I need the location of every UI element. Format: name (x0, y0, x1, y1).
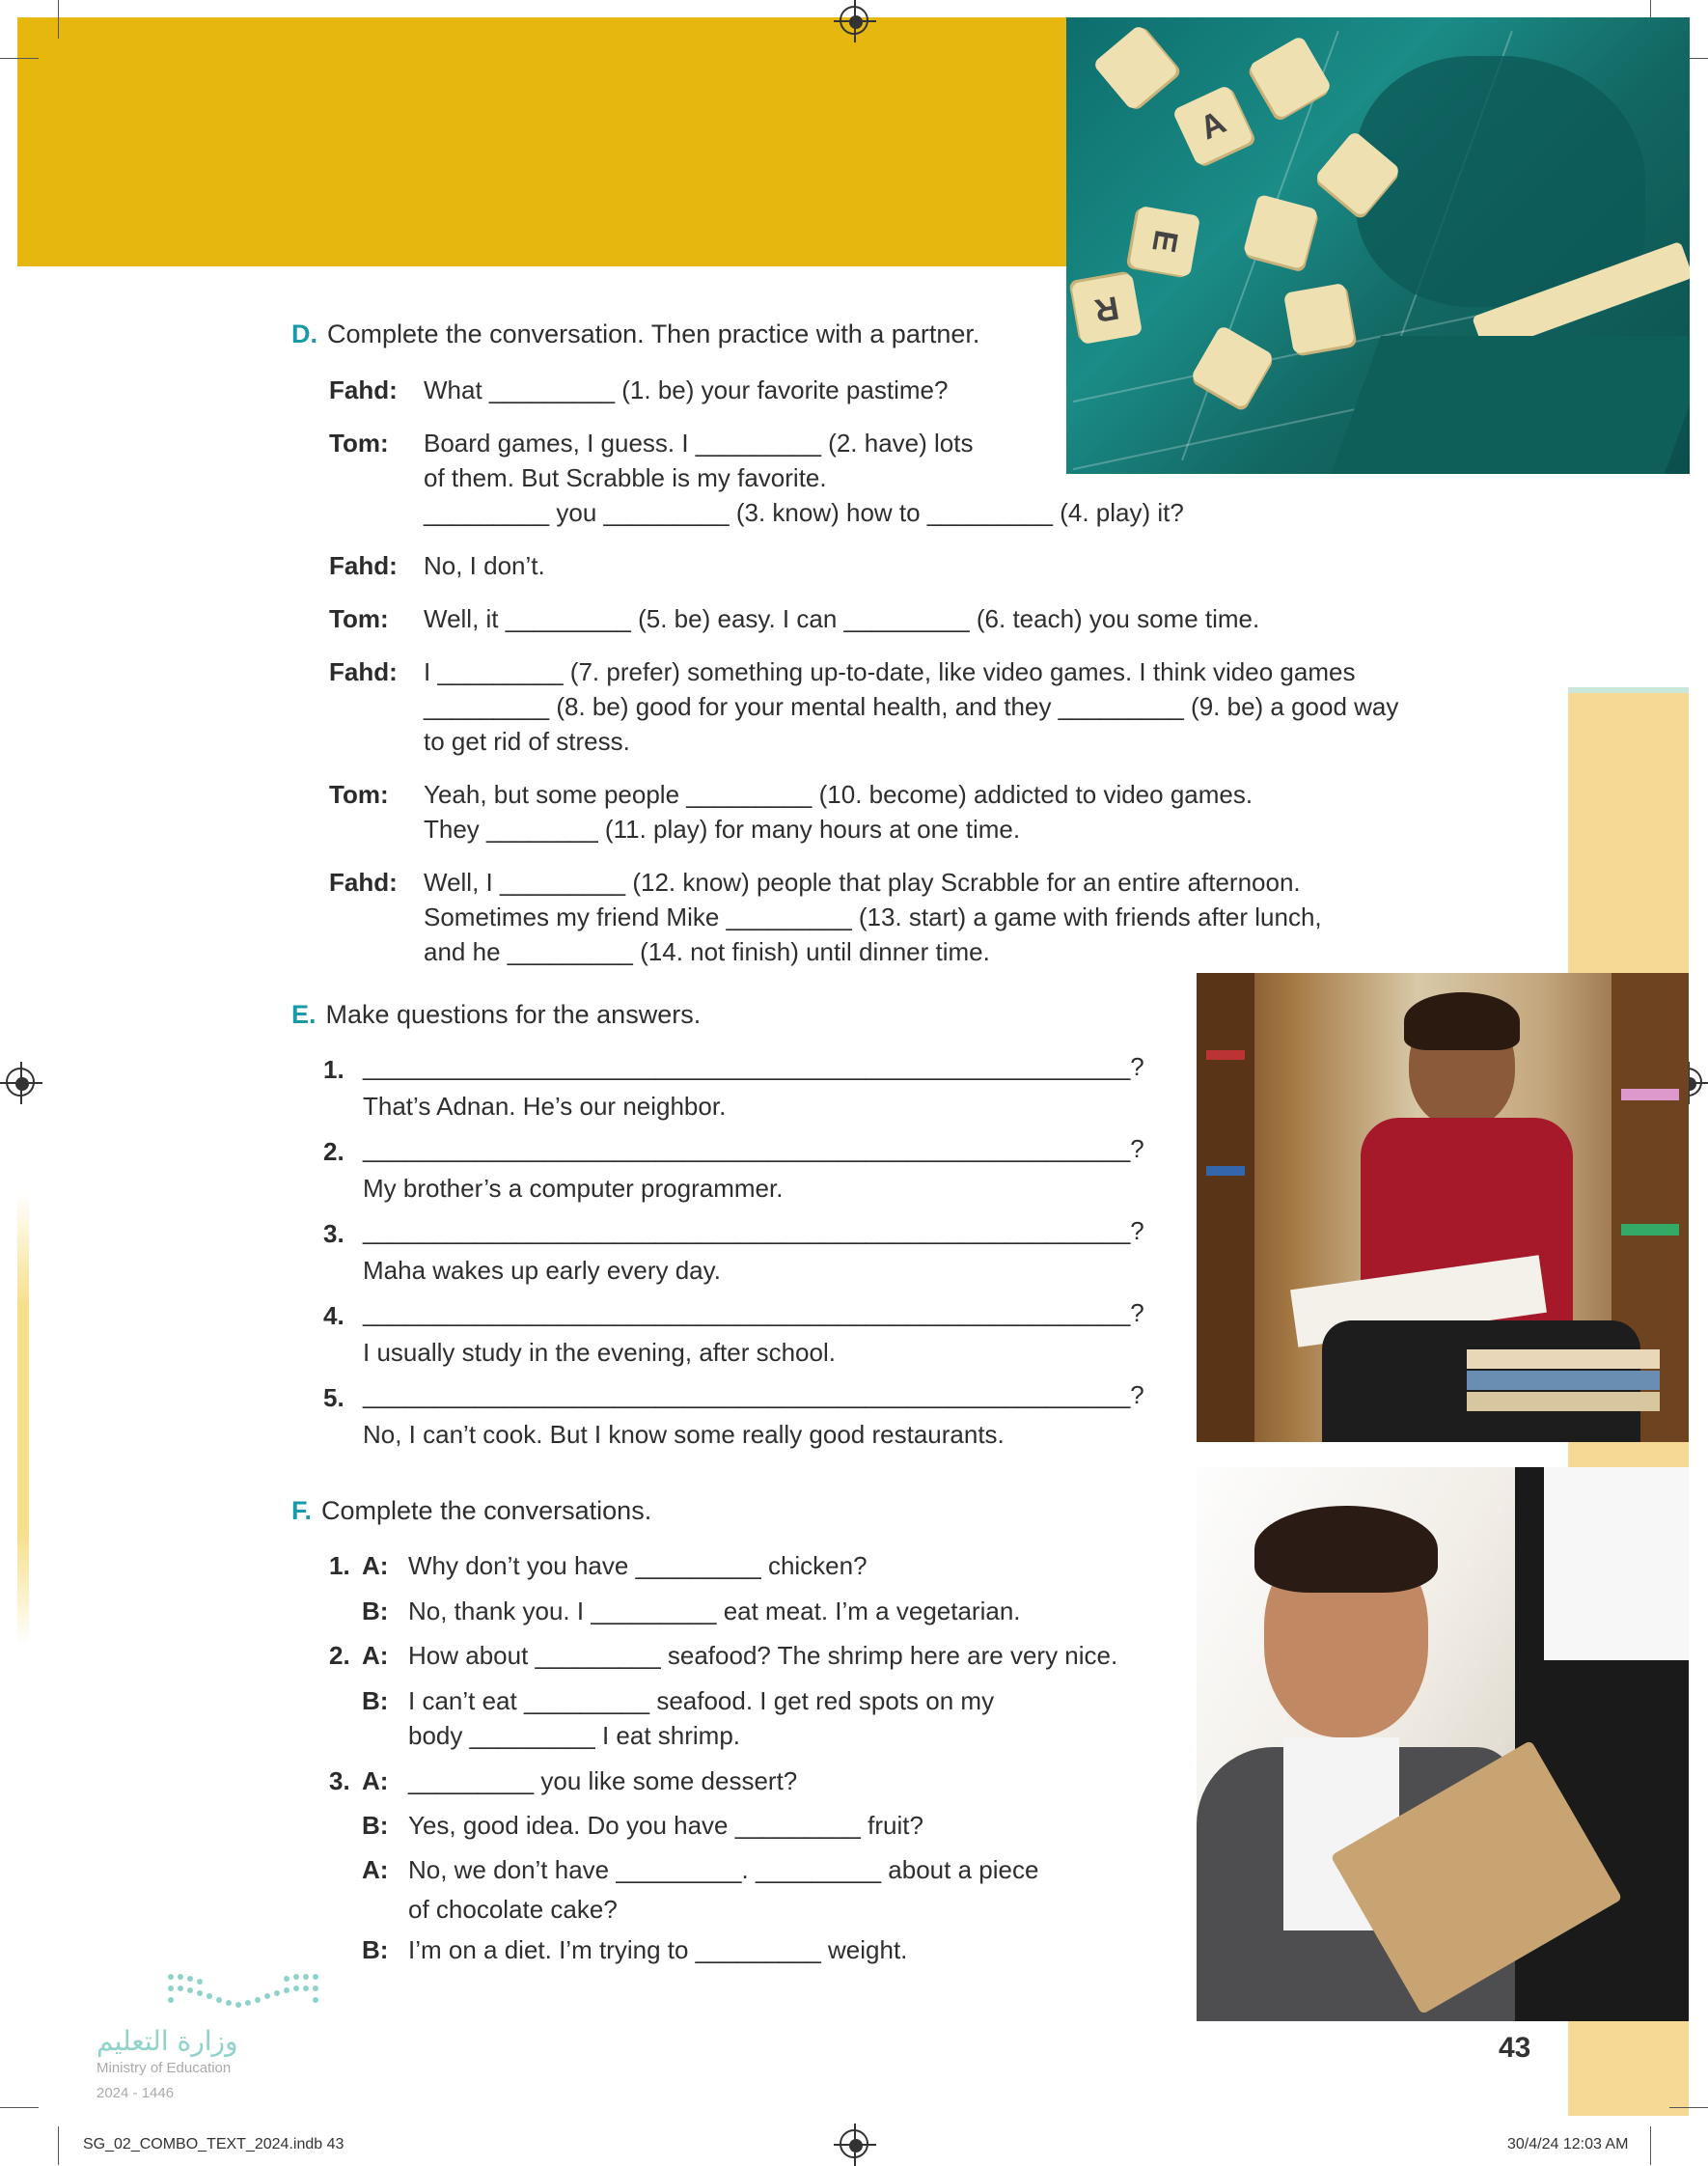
crop-mark (1650, 2126, 1651, 2165)
registration-mark-icon (6, 1068, 35, 1097)
ministry-year: 2024 - 1446 (96, 2085, 175, 2101)
ministry-logo-icon (166, 1969, 320, 2017)
dialogue-line: Well, I _________ (12. know) people that play Scrabble for an entire afternoon. (424, 868, 1301, 897)
dialogue-line: How about _________ seafood? The shrimp here are very nice. (408, 1641, 1118, 1670)
speaker-label: Fahd: (329, 657, 398, 686)
answer-blank: _______________________________________________________? (363, 1380, 1144, 1409)
answer-blank: _______________________________________________________? (363, 1052, 1144, 1081)
speaker-label: Tom: (329, 780, 389, 809)
dialogue-line: _________ you like some dessert? (408, 1766, 798, 1795)
speaker-label: B: (362, 1686, 389, 1715)
exercise-f-instruction: F. Complete the conversations. (291, 1496, 652, 1525)
item-number: 1. (329, 1551, 350, 1580)
dialogue-line: Well, it _________ (5. be) easy. I can _________ (6. teach) you some time. (424, 604, 1260, 633)
library-student-photo (1197, 973, 1689, 1442)
item-number: 4. (323, 1301, 344, 1330)
answer-text: No, I can’t cook. But I know some really good restaurants. (363, 1420, 1005, 1449)
dialogue-line: No, we don’t have _________. _________ about a piece (408, 1855, 1039, 1884)
exercise-letter: E. (291, 1000, 317, 1029)
exercise-d-instruction: D. Complete the conversation. Then practice with a partner. (291, 319, 980, 348)
exercise-e-instruction: E. Make questions for the answers. (291, 1000, 702, 1029)
side-bar-accent (1568, 687, 1689, 693)
speaker-label: B: (362, 1597, 389, 1625)
speaker-label: Fahd: (329, 868, 398, 897)
scrabble-tile: R (1071, 273, 1143, 345)
crop-mark (58, 2126, 59, 2165)
dialogue-line: I _________ (7. prefer) something up-to-date, like video games. I think video games (424, 657, 1356, 686)
dialogue-line: Sometimes my friend Mike _________ (13. start) a game with friends after lunch, (424, 902, 1322, 931)
item-number: 3. (323, 1219, 344, 1248)
dialogue-line: to get rid of stress. (424, 727, 630, 756)
left-margin-stripe (17, 1192, 29, 1646)
ministry-name-english: Ministry of Education (96, 2060, 232, 2076)
speaker-label: B: (362, 1935, 389, 1964)
answer-blank: _______________________________________________________? (363, 1298, 1144, 1327)
dialogue-line: No, I don’t. (424, 551, 545, 580)
speaker-label: B: (362, 1811, 389, 1840)
exercise-letter: D. (291, 319, 317, 348)
page-number: 43 (1499, 2032, 1531, 2064)
footer-filename: SG_02_COMBO_TEXT_2024.indb 43 (83, 2136, 344, 2152)
exercise-letter: F. (291, 1496, 313, 1525)
speaker-label: Fahd: (329, 375, 398, 404)
speaker-label: A: (362, 1855, 389, 1884)
dialogue-line: _________ (8. be) good for your mental health, and they _________ (9. be) a good way (424, 692, 1399, 721)
answer-blank: _______________________________________________________? (363, 1216, 1144, 1245)
header-color-band (17, 17, 1069, 266)
registration-mark-icon (840, 6, 868, 35)
dialogue-line: No, thank you. I _________ eat meat. I’m a vegetarian. (408, 1597, 1021, 1625)
answer-text: My brother’s a computer programmer. (363, 1174, 784, 1203)
item-number: 2. (329, 1641, 350, 1670)
speaker-label: Tom: (329, 604, 389, 633)
crop-mark (0, 2107, 39, 2108)
dialogue-line: and he _________ (14. not finish) until dinner time. (424, 937, 990, 966)
restaurant-photo (1197, 1467, 1689, 2021)
dialogue-line: _________ you _________ (3. know) how to _________ (4. play) it? (424, 498, 1184, 527)
dialogue-line: What _________ (1. be) your favorite pastime? (424, 375, 949, 404)
scrabble-photo (1066, 17, 1690, 474)
dialogue-line: They ________ (11. play) for many hours at one time. (424, 815, 1021, 844)
crop-mark (1669, 2107, 1708, 2108)
answer-blank: _______________________________________________________? (363, 1134, 1144, 1163)
registration-mark-icon (840, 2129, 868, 2158)
answer-text: Maha wakes up early every day. (363, 1256, 721, 1285)
dialogue-line: Why don’t you have _________ chicken? (408, 1551, 868, 1580)
dialogue-line: I can’t eat _________ seafood. I get red spots on my (408, 1686, 995, 1715)
speaker-label: A: (362, 1551, 389, 1580)
dialogue-line: of chocolate cake? (408, 1895, 618, 1924)
item-number: 5. (323, 1383, 344, 1412)
footer-date: 30/4/24 12:03 AM (1507, 2136, 1629, 2152)
item-number: 1. (323, 1055, 344, 1084)
scrabble-tile: A (1171, 84, 1253, 166)
scrabble-tile: E (1129, 206, 1200, 277)
answer-text: That’s Adnan. He’s our neighbor. (363, 1092, 727, 1121)
answer-text: I usually study in the evening, after school. (363, 1338, 836, 1367)
dialogue-line: Yeah, but some people _________ (10. become) addicted to video games. (424, 780, 1253, 809)
dialogue-line: of them. But Scrabble is my favorite. (424, 463, 827, 492)
crop-mark (58, 0, 59, 39)
item-number: 3. (329, 1766, 350, 1795)
speaker-label: Fahd: (329, 551, 398, 580)
dialogue-line: Board games, I guess. I _________ (2. have) lots (424, 429, 974, 458)
speaker-label: A: (362, 1766, 389, 1795)
crop-mark (0, 58, 39, 59)
speaker-label: Tom: (329, 429, 389, 458)
speaker-label: A: (362, 1641, 389, 1670)
dialogue-line: body _________ I eat shrimp. (408, 1721, 741, 1750)
dialogue-line: Yes, good idea. Do you have _________ fruit? (408, 1811, 923, 1840)
item-number: 2. (323, 1137, 344, 1166)
dialogue-line: I’m on a diet. I’m trying to _________ weight. (408, 1935, 908, 1964)
ministry-name-arabic: وزارة التعليم (96, 2025, 238, 2057)
